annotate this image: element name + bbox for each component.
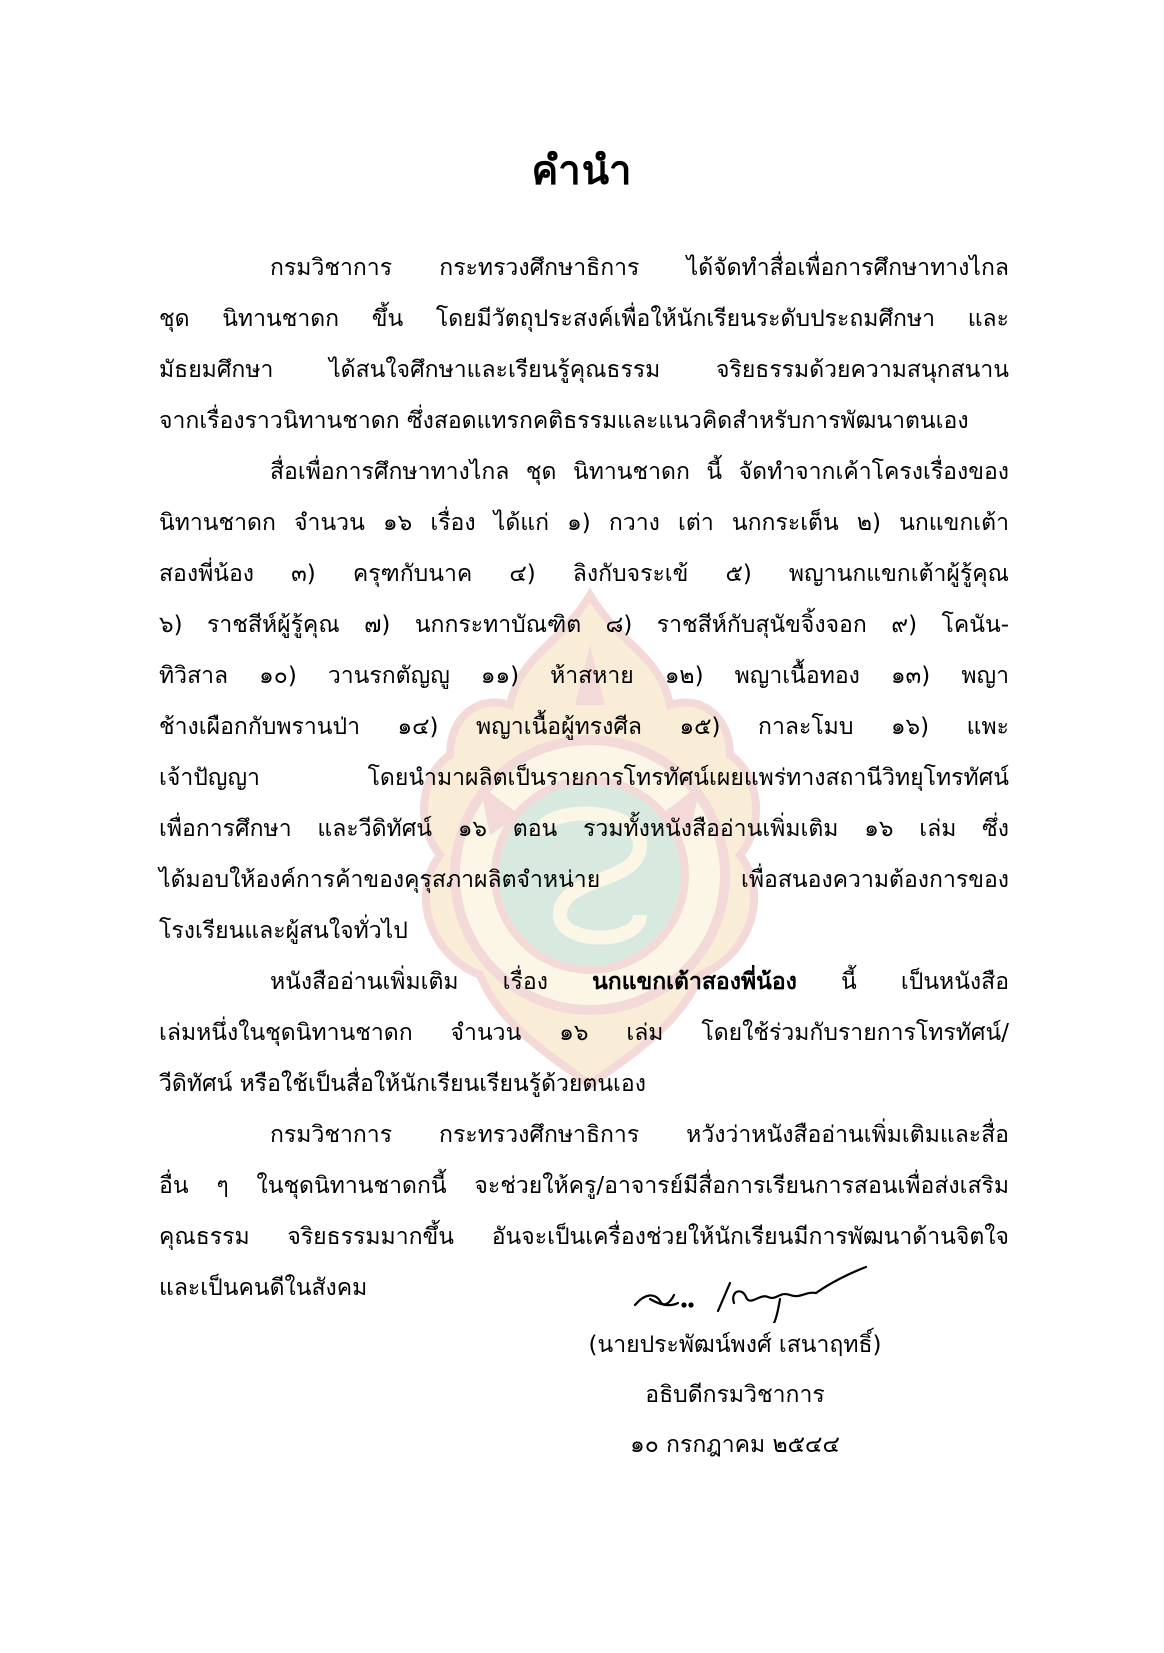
page-title: คำนำ bbox=[531, 148, 633, 194]
text-line: โรงเรียนและผู้สนใจทั่วไป bbox=[159, 918, 408, 944]
text-line: นิทานชาดก จำนวน ๑๖ เรื่อง ได้แก่ ๑) กวาง เต่า นกกระเต็น ๒) นกแขกเต้า bbox=[159, 510, 1009, 536]
text-line: ๖) ราชสีห์ผู้รู้คุณ ๗) นกกระทาบัณฑิต ๘) ราชสีห์กับสุนัขจิ้งจอก ๙) โคนัน- bbox=[159, 612, 1009, 638]
text-line: อื่น ๆ ในชุดนิทานชาดกนี้ จะช่วยให้ครู/อาจารย์มีสื่อการเรียนการสอนเพื่อส่งเสริม bbox=[159, 1173, 1009, 1199]
text-line: เพื่อการศึกษา และวีดิทัศน์ ๑๖ ตอน รวมทั้งหนังสืออ่านเพิ่มเติม ๑๖ เล่ม ซึ่ง bbox=[159, 816, 1009, 842]
text-line: ช้างเผือกกับพรานป่า ๑๔) พญาเนื้อผู้ทรงศีล ๑๕) กาละโมบ ๑๖) แพะ bbox=[159, 714, 1009, 740]
text-line: เล่มหนึ่งในชุดนิทานชาดก จำนวน ๑๖ เล่ม โดยใช้ร่วมกับรายการโทรทัศน์/ bbox=[159, 1020, 1009, 1046]
text-line: เจ้าปัญญา โดยนำมาผลิตเป็นรายการโทรทัศน์เผยแพร่ทางสถานีวิทยุโทรทัศน์ bbox=[159, 765, 1009, 791]
paragraph-1 bbox=[159, 243, 1009, 447]
signer-name: (นายประพัฒน์พงศ์ เสนาฤทธิ์) bbox=[588, 1332, 882, 1358]
book-title: นกแขกเต้าสองพี่น้อง bbox=[592, 969, 797, 995]
paragraph-3 bbox=[159, 957, 1009, 1110]
text-line bbox=[159, 957, 1009, 1008]
paragraph-2 bbox=[159, 447, 1009, 957]
signature-icon bbox=[630, 1263, 870, 1323]
text-line: ทิวิสาล ๑๐) วานรกตัญญู ๑๑) ห้าสหาย ๑๒) พญาเนื้อทอง ๑๓) พญา bbox=[159, 663, 1009, 689]
text-line: สื่อเพื่อการศึกษาทางไกล ชุด นิทานชาดก นี้ จัดทำจากเค้าโครงเรื่องของ bbox=[270, 459, 1009, 485]
text-line: กรมวิชาการ กระทรวงศึกษาธิการ หวังว่าหนังสืออ่านเพิ่มเติมและสื่อ bbox=[270, 1122, 1009, 1148]
signer-block bbox=[520, 1320, 950, 1470]
text-line: คุณธรรม จริยธรรมมากขึ้น อันจะเป็นเครื่องช่วยให้นักเรียนมีการพัฒนาด้านจิตใจ bbox=[159, 1224, 1009, 1250]
signer-position: อธิบดีกรมวิชาการ bbox=[645, 1382, 825, 1408]
text-line: และเป็นคนดีในสังคม bbox=[159, 1275, 368, 1301]
text-line: กรมวิชาการ กระทรวงศึกษาธิการ ได้จัดทำสื่อเพื่อการศึกษาทางไกล bbox=[270, 255, 1009, 281]
text-line: ได้มอบให้องค์การค้าของคุรุสภาผลิตจำหน่าย เพื่อสนองความต้องการของ bbox=[159, 867, 1009, 893]
text-line: สองพี่น้อง ๓) ครุฑกับนาค ๔) ลิงกับจระเข้ ๕) พญานกแขกเต้าผู้รู้คุณ bbox=[159, 561, 1009, 587]
text-line: มัธยมศึกษา ได้สนใจศึกษาและเรียนรู้คุณธรรม จริยธรรมด้วยความสนุกสนาน bbox=[159, 357, 1009, 383]
text-segment: นี้ เป็นหนังสือ bbox=[841, 969, 1010, 995]
signed-date: ๑๐ กรกฎาคม ๒๕๔๔ bbox=[630, 1432, 840, 1458]
preface-body bbox=[159, 243, 1009, 1314]
text-segment: หนังสืออ่านเพิ่มเติม เรื่อง bbox=[270, 969, 548, 995]
paragraph-4 bbox=[159, 1110, 1009, 1314]
text-line: วีดิทัศน์ หรือใช้เป็นสื่อให้นักเรียนเรียนรู้ด้วยตนเอง bbox=[159, 1071, 646, 1097]
text-line: ชุด นิทานชาดก ขึ้น โดยมีวัตถุประสงค์เพื่อให้นักเรียนระดับประถมศึกษา และ bbox=[159, 306, 1009, 332]
text-line: จากเรื่องราวนิทานชาดก ซึ่งสอดแทรกคติธรรมและแนวคิดสำหรับการพัฒนาตนเอง bbox=[159, 408, 969, 434]
